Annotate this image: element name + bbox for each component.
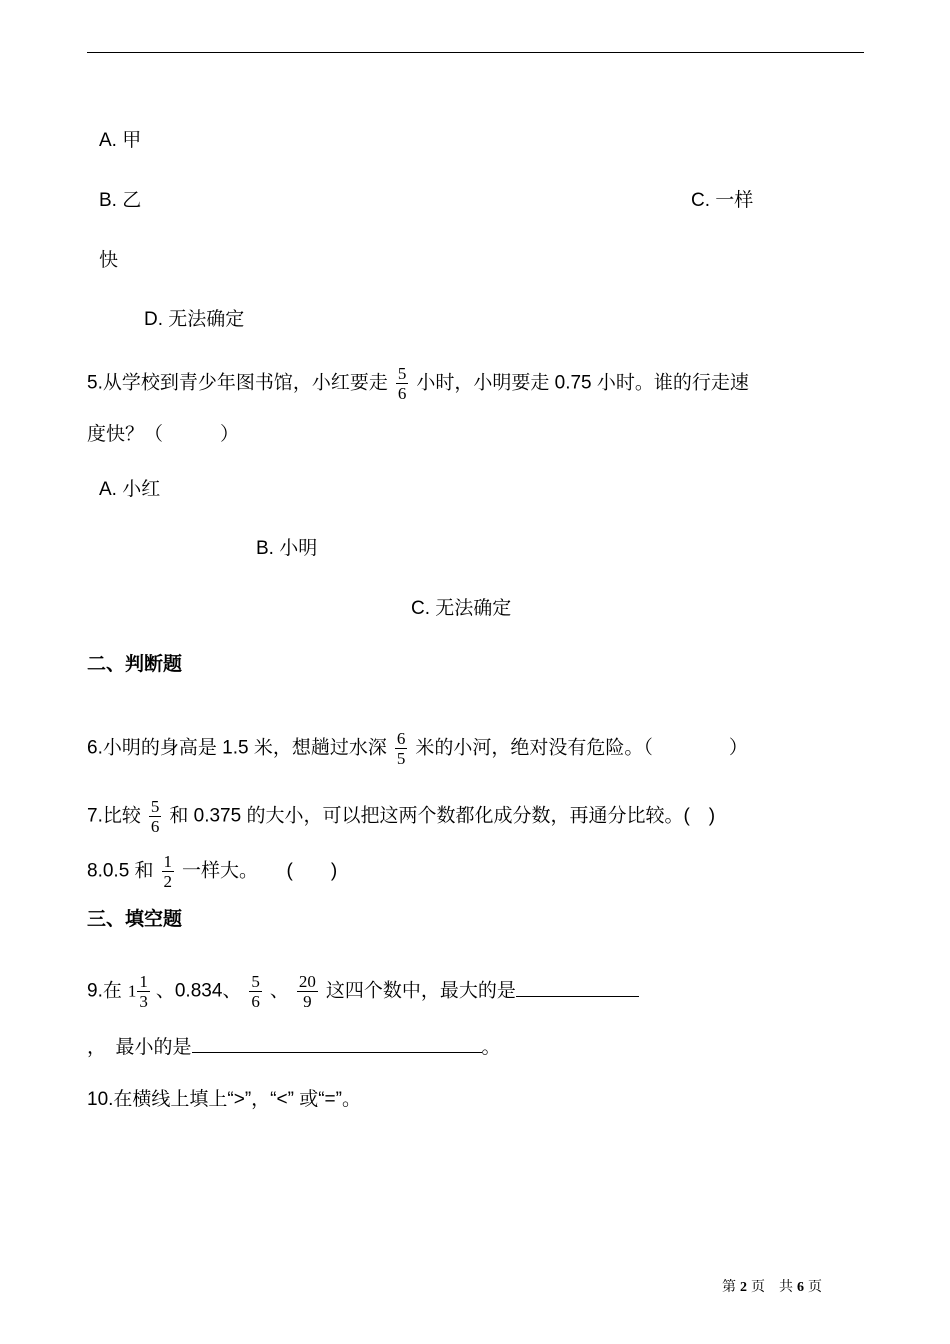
section-title-fill-blank: 三、填空题 bbox=[87, 909, 183, 930]
q9-answer-blank-largest[interactable] bbox=[516, 978, 639, 997]
q9-mixed-number bbox=[128, 972, 150, 1011]
q5-fraction bbox=[396, 364, 409, 403]
footer-prefix: 第 bbox=[722, 1280, 736, 1295]
q4-option-c[interactable]: C. 一样 bbox=[691, 190, 754, 211]
q6-text-before: 6.小明的身高是 1.5 米，想趟过水深 bbox=[87, 737, 387, 759]
q5-text-before: 5.从学校到青少年图书馆，小红要走 bbox=[87, 372, 388, 394]
q8-text-after: 一样大。 ( ) bbox=[182, 860, 338, 882]
fraction-numerator: 1 bbox=[139, 972, 148, 991]
q9-separator-2: 、 bbox=[269, 980, 289, 1002]
mixed-whole: 1 bbox=[127, 981, 137, 1001]
fraction-denominator: 6 bbox=[397, 384, 407, 403]
q8-question bbox=[87, 852, 337, 891]
fraction-denominator: 6 bbox=[150, 817, 160, 836]
page-footer bbox=[722, 1276, 822, 1296]
q8-text-before: 8.0.5 和 bbox=[87, 860, 154, 882]
mixed-fraction bbox=[137, 972, 150, 1011]
q5-option-b[interactable]: B. 小明 bbox=[256, 538, 318, 559]
q7-fraction bbox=[149, 797, 162, 836]
fraction-numerator: 5 bbox=[397, 364, 407, 383]
q9-question-line2 bbox=[87, 1034, 501, 1060]
q9-separator-1: 、0.834、 bbox=[155, 980, 242, 1002]
fraction-numerator: 1 bbox=[163, 852, 173, 871]
fraction-denominator: 2 bbox=[163, 872, 173, 891]
footer-page-number: 2 bbox=[740, 1280, 747, 1295]
q5-text-after: 小时，小明要走 0.75 小时。谁的行走速 bbox=[416, 372, 749, 394]
footer-suffix: 页 bbox=[808, 1280, 822, 1295]
q8-fraction bbox=[162, 852, 175, 891]
q6-fraction bbox=[395, 729, 408, 768]
footer-middle: 页 共 bbox=[751, 1280, 793, 1295]
fraction-denominator: 9 bbox=[303, 992, 312, 1011]
q5-question-line2: 度快？（ ） bbox=[87, 424, 240, 445]
q9-fraction-1 bbox=[249, 972, 262, 1011]
q4-option-a[interactable]: A. 甲 bbox=[99, 130, 142, 151]
q5-option-c[interactable]: C. 无法确定 bbox=[411, 598, 512, 619]
fraction-numerator: 20 bbox=[298, 972, 316, 991]
q4-option-b[interactable]: B. 乙 bbox=[99, 190, 142, 211]
fraction-denominator: 5 bbox=[396, 749, 406, 768]
fraction-numerator: 6 bbox=[396, 729, 406, 748]
q9-line2-end: 。 bbox=[481, 1037, 501, 1058]
section-title-judgement: 二、判断题 bbox=[87, 654, 183, 675]
q5-option-a[interactable]: A. 小红 bbox=[99, 479, 161, 500]
q6-question bbox=[87, 729, 748, 768]
q5-question bbox=[87, 364, 749, 403]
q4-option-c-continued: 快 bbox=[99, 250, 119, 271]
q9-text-start: 9.在 bbox=[87, 980, 122, 1002]
fraction-numerator: 5 bbox=[150, 797, 160, 816]
q7-text-after: 和 0.375 的大小，可以把这两个数都化成分数，再通分比较。( ) bbox=[169, 805, 716, 827]
q10-question: 10.在横线上填上“>”，“<” 或“=”。 bbox=[87, 1089, 361, 1110]
header-rule bbox=[87, 52, 864, 53]
footer-total-pages: 6 bbox=[797, 1280, 804, 1295]
fraction-denominator: 6 bbox=[251, 992, 260, 1011]
q6-text-after: 米的小河，绝对没有危险。（ ） bbox=[415, 737, 748, 759]
q9-line2-start: ， 最小的是 bbox=[87, 1037, 192, 1058]
q9-question bbox=[87, 972, 639, 1011]
q7-text-before: 7.比较 bbox=[87, 805, 141, 827]
q7-question bbox=[87, 797, 715, 836]
q9-text-end: 这四个数中，最大的是 bbox=[325, 980, 516, 1002]
q9-answer-blank-smallest[interactable] bbox=[192, 1034, 482, 1053]
q4-option-d[interactable]: D. 无法确定 bbox=[144, 309, 245, 330]
q9-fraction-2 bbox=[297, 972, 318, 1011]
fraction-numerator: 5 bbox=[251, 972, 260, 991]
fraction-denominator: 3 bbox=[139, 992, 148, 1011]
